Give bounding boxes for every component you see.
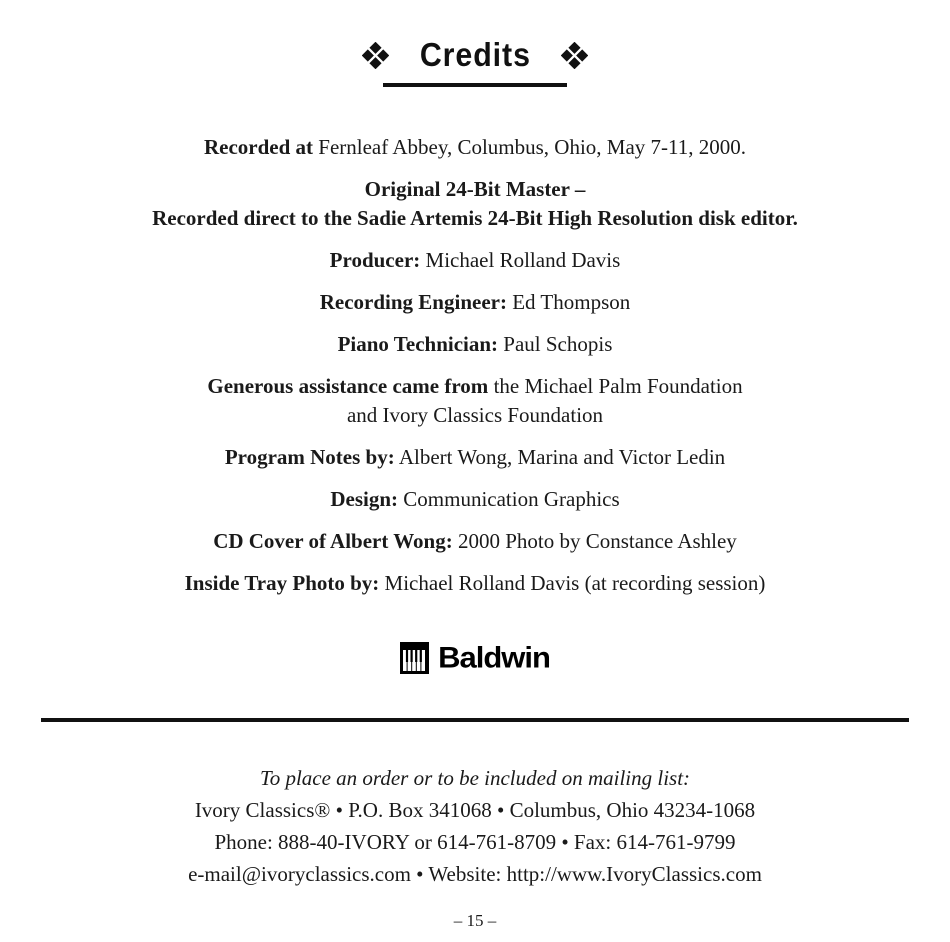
divider-rule xyxy=(41,718,909,722)
credit-entry xyxy=(0,372,950,430)
credit-label: Inside Tray Photo by: xyxy=(184,571,380,595)
credit-line xyxy=(0,133,950,162)
credit-line xyxy=(0,485,950,514)
baldwin-wordmark: Baldwin xyxy=(438,640,550,675)
credit-line xyxy=(0,204,950,233)
ornament-diamond-icon xyxy=(561,42,588,69)
credit-label: Piano Technician: xyxy=(337,332,499,356)
credit-line xyxy=(0,443,950,472)
credit-label: Original 24-Bit Master – xyxy=(364,177,586,201)
credit-line xyxy=(0,175,950,204)
credit-entry xyxy=(0,527,950,556)
credit-entry xyxy=(0,485,950,514)
credit-entry xyxy=(0,443,950,472)
credit-label: Program Notes by: xyxy=(224,445,395,469)
page-number: – 15 – xyxy=(453,911,497,930)
page-title-text: Credits xyxy=(419,36,531,73)
credit-entry xyxy=(0,288,950,317)
credit-value: Ed Thompson xyxy=(506,290,631,314)
baldwin-logo xyxy=(0,640,950,676)
credit-label: Recorded direct to the Sadie Artemis 24-Bit High Resolution disk editor. xyxy=(152,206,798,230)
piano-keyboard-icon xyxy=(400,642,429,674)
credit-entry xyxy=(0,569,950,598)
credit-value: Michael Rolland Davis (at recording session) xyxy=(379,571,766,595)
credit-value: and Ivory Classics Foundation xyxy=(346,403,604,427)
address-line: Ivory Classics® • P.O. Box 341068 • Columbus, Ohio 43234-1068 xyxy=(194,798,756,822)
credit-label: Producer: xyxy=(329,248,421,272)
credit-line xyxy=(0,246,950,275)
credit-value: 2000 Photo by Constance Ashley xyxy=(452,529,737,553)
credit-label: Design: xyxy=(330,487,399,511)
credit-line xyxy=(0,569,950,598)
credit-entry xyxy=(0,175,950,233)
credit-line xyxy=(0,372,950,401)
credit-value: the Michael Palm Foundation xyxy=(488,374,743,398)
credit-line xyxy=(0,527,950,556)
contact-block xyxy=(0,762,950,890)
title-underline xyxy=(383,83,567,87)
credit-value: Paul Schopis xyxy=(498,332,613,356)
credit-label: Generous assistance came from xyxy=(207,374,489,398)
web-line: e-mail@ivoryclassics.com • Website: http://www.IvoryClassics.com xyxy=(188,862,762,886)
credit-line xyxy=(0,330,950,359)
order-instruction: To place an order or to be included on mailing list: xyxy=(259,766,691,790)
credit-entry xyxy=(0,246,950,275)
ornament-diamond-icon xyxy=(362,42,389,69)
credit-value: Albert Wong, Marina and Victor Ledin xyxy=(394,445,726,469)
phone-line: Phone: 888-40-IVORY or 614-761-8709 • Fax: 614-761-9799 xyxy=(214,830,736,854)
credit-line xyxy=(0,401,950,430)
credit-entry xyxy=(0,330,950,359)
credit-value: Michael Rolland Davis xyxy=(420,248,621,272)
credit-value: Communication Graphics xyxy=(398,487,620,511)
credits-list xyxy=(0,133,950,598)
credit-label: CD Cover of Albert Wong: xyxy=(213,529,453,553)
page-title xyxy=(0,36,950,74)
credit-entry xyxy=(0,133,950,162)
credit-label: Recording Engineer: xyxy=(319,290,507,314)
credit-label: Recorded at xyxy=(203,135,314,159)
credit-value: Fernleaf Abbey, Columbus, Ohio, May 7-11, 2000. xyxy=(313,135,747,159)
credit-line xyxy=(0,288,950,317)
